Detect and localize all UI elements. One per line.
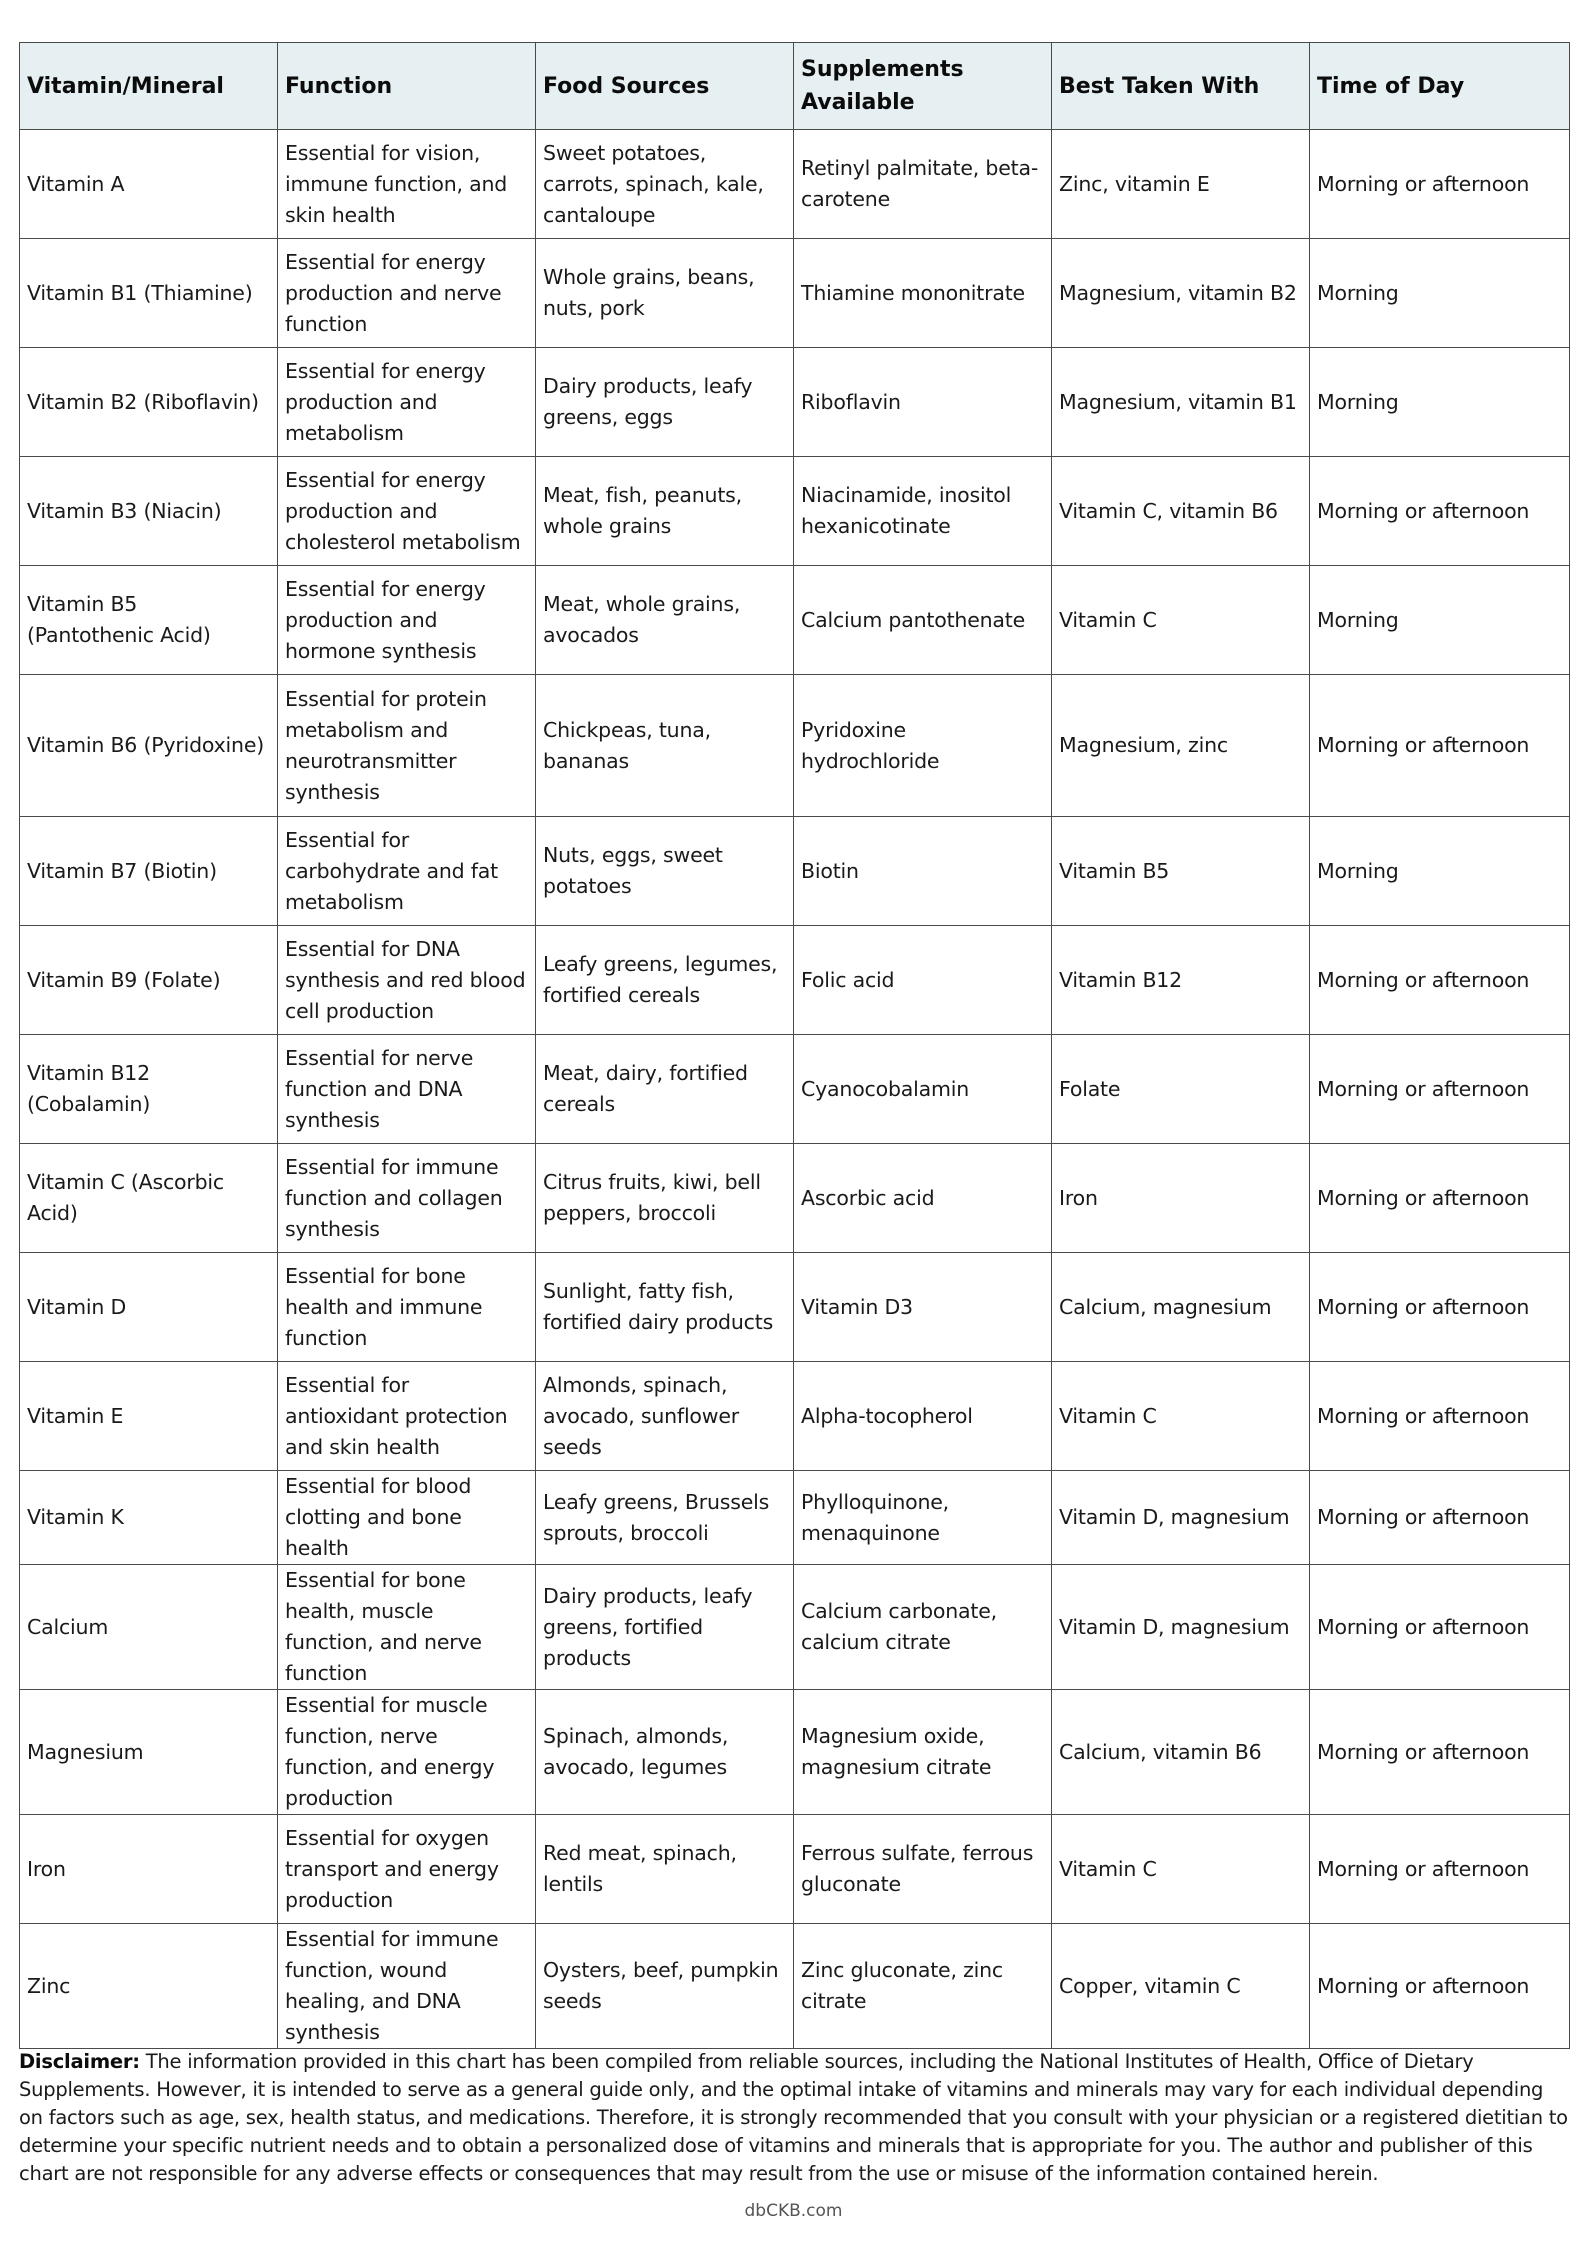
vitamin-mineral-cell: Vitamin C (Ascorbic Acid) bbox=[20, 1144, 278, 1253]
food-sources-cell: Dairy products, leafy greens, eggs bbox=[536, 348, 794, 457]
function-cell: Essential for DNA synthesis and red blood cell production bbox=[278, 926, 536, 1035]
function-cell: Essential for energy production and hormone synthesis bbox=[278, 566, 536, 675]
supplements-cell: Niacinamide, inositol hexanicotinate bbox=[794, 457, 1052, 566]
time-of-day-cell: Morning bbox=[1310, 348, 1570, 457]
time-of-day-cell: Morning or afternoon bbox=[1310, 1144, 1570, 1253]
vitamin-mineral-cell: Vitamin B9 (Folate) bbox=[20, 926, 278, 1035]
time-of-day-cell: Morning or afternoon bbox=[1310, 1471, 1570, 1565]
best-taken-with-cell: Calcium, vitamin B6 bbox=[1052, 1690, 1310, 1815]
time-of-day-cell: Morning or afternoon bbox=[1310, 1924, 1570, 2049]
table-row bbox=[20, 1690, 1570, 1815]
best-taken-with-cell: Folate bbox=[1052, 1035, 1310, 1144]
best-taken-with-cell: Vitamin C bbox=[1052, 1815, 1310, 1924]
column-header-function: Function bbox=[278, 43, 536, 130]
table-header-row bbox=[20, 43, 1570, 130]
food-sources-cell: Sunlight, fatty fish, fortified dairy products bbox=[536, 1253, 794, 1362]
supplements-cell: Retinyl palmitate, beta-carotene bbox=[794, 130, 1052, 239]
table-row bbox=[20, 566, 1570, 675]
time-of-day-cell: Morning or afternoon bbox=[1310, 675, 1570, 817]
column-header-food-sources: Food Sources bbox=[536, 43, 794, 130]
supplements-cell: Biotin bbox=[794, 817, 1052, 926]
supplements-cell: Riboflavin bbox=[794, 348, 1052, 457]
food-sources-cell: Meat, dairy, fortified cereals bbox=[536, 1035, 794, 1144]
table-row bbox=[20, 1815, 1570, 1924]
function-cell: Essential for immune function, wound healing, and DNA synthesis bbox=[278, 1924, 536, 2049]
vitamin-mineral-cell: Vitamin E bbox=[20, 1362, 278, 1471]
function-cell: Essential for carbohydrate and fat metabolism bbox=[278, 817, 536, 926]
best-taken-with-cell: Magnesium, vitamin B1 bbox=[1052, 348, 1310, 457]
function-cell: Essential for protein metabolism and neurotransmitter synthesis bbox=[278, 675, 536, 817]
supplements-cell: Thiamine mononitrate bbox=[794, 239, 1052, 348]
function-cell: Essential for energy production and nerve function bbox=[278, 239, 536, 348]
table-body bbox=[20, 130, 1570, 2049]
vitamin-mineral-cell: Vitamin B5 (Pantothenic Acid) bbox=[20, 566, 278, 675]
vitamin-mineral-cell: Vitamin B7 (Biotin) bbox=[20, 817, 278, 926]
table-row bbox=[20, 1565, 1570, 1690]
vitamin-mineral-cell: Vitamin B12 (Cobalamin) bbox=[20, 1035, 278, 1144]
table-row bbox=[20, 926, 1570, 1035]
best-taken-with-cell: Iron bbox=[1052, 1144, 1310, 1253]
best-taken-with-cell: Vitamin D, magnesium bbox=[1052, 1565, 1310, 1690]
supplements-cell: Alpha-tocopherol bbox=[794, 1362, 1052, 1471]
best-taken-with-cell: Vitamin B5 bbox=[1052, 817, 1310, 926]
function-cell: Essential for vision, immune function, and skin health bbox=[278, 130, 536, 239]
food-sources-cell: Whole grains, beans, nuts, pork bbox=[536, 239, 794, 348]
food-sources-cell: Red meat, spinach, lentils bbox=[536, 1815, 794, 1924]
table-row bbox=[20, 1362, 1570, 1471]
supplements-cell: Calcium pantothenate bbox=[794, 566, 1052, 675]
supplements-cell: Magnesium oxide, magnesium citrate bbox=[794, 1690, 1052, 1815]
vitamin-mineral-cell: Vitamin B1 (Thiamine) bbox=[20, 239, 278, 348]
table-row bbox=[20, 1924, 1570, 2049]
time-of-day-cell: Morning or afternoon bbox=[1310, 1253, 1570, 1362]
time-of-day-cell: Morning bbox=[1310, 566, 1570, 675]
food-sources-cell: Leafy greens, legumes, fortified cereals bbox=[536, 926, 794, 1035]
table-row bbox=[20, 130, 1570, 239]
food-sources-cell: Chickpeas, tuna, bananas bbox=[536, 675, 794, 817]
table-row bbox=[20, 1253, 1570, 1362]
food-sources-cell: Sweet potatoes, carrots, spinach, kale, cantaloupe bbox=[536, 130, 794, 239]
food-sources-cell: Dairy products, leafy greens, fortified products bbox=[536, 1565, 794, 1690]
food-sources-cell: Citrus fruits, kiwi, bell peppers, broccoli bbox=[536, 1144, 794, 1253]
function-cell: Essential for energy production and metabolism bbox=[278, 348, 536, 457]
vitamin-mineral-cell: Vitamin B3 (Niacin) bbox=[20, 457, 278, 566]
best-taken-with-cell: Vitamin D, magnesium bbox=[1052, 1471, 1310, 1565]
function-cell: Essential for blood clotting and bone health bbox=[278, 1471, 536, 1565]
column-header-best-taken-with: Best Taken With bbox=[1052, 43, 1310, 130]
table-row bbox=[20, 239, 1570, 348]
best-taken-with-cell: Magnesium, zinc bbox=[1052, 675, 1310, 817]
best-taken-with-cell: Vitamin C, vitamin B6 bbox=[1052, 457, 1310, 566]
best-taken-with-cell: Vitamin B12 bbox=[1052, 926, 1310, 1035]
disclaimer-text: The information provided in this chart has been compiled from reliable sources, including the National Institutes of Health, Office of Dietary Supplements. However, it is intended to serve as a general guide only, and the optimal intake of vitamins and minerals may vary for each individual depending on factors such as age, sex, health status, and medications. Therefore, it is strongly recommended that you consult with your physician or a registered dietitian to determine your specific nutrient needs and to obtain a personalized dose of vitamins and minerals that is appropriate for you. The author and publisher of this chart are not responsible for any adverse effects or consequences that may result from the use or misuse of the information contained herein. bbox=[19, 2049, 1568, 2185]
function-cell: Essential for oxygen transport and energy production bbox=[278, 1815, 536, 1924]
supplements-cell: Ferrous sulfate, ferrous gluconate bbox=[794, 1815, 1052, 1924]
table-row bbox=[20, 1035, 1570, 1144]
time-of-day-cell: Morning or afternoon bbox=[1310, 1690, 1570, 1815]
time-of-day-cell: Morning bbox=[1310, 239, 1570, 348]
supplements-cell: Zinc gluconate, zinc citrate bbox=[794, 1924, 1052, 2049]
vitamin-mineral-cell: Vitamin D bbox=[20, 1253, 278, 1362]
disclaimer-label: Disclaimer: bbox=[19, 2049, 140, 2073]
supplements-cell: Pyridoxine hydrochloride bbox=[794, 675, 1052, 817]
function-cell: Essential for bone health and immune function bbox=[278, 1253, 536, 1362]
time-of-day-cell: Morning or afternoon bbox=[1310, 926, 1570, 1035]
time-of-day-cell: Morning bbox=[1310, 817, 1570, 926]
supplements-cell: Ascorbic acid bbox=[794, 1144, 1052, 1253]
food-sources-cell: Leafy greens, Brussels sprouts, broccoli bbox=[536, 1471, 794, 1565]
time-of-day-cell: Morning or afternoon bbox=[1310, 1565, 1570, 1690]
food-sources-cell: Spinach, almonds, avocado, legumes bbox=[536, 1690, 794, 1815]
vitamin-mineral-cell: Vitamin B2 (Riboflavin) bbox=[20, 348, 278, 457]
best-taken-with-cell: Vitamin C bbox=[1052, 566, 1310, 675]
table-row bbox=[20, 348, 1570, 457]
table-row bbox=[20, 1471, 1570, 1565]
food-sources-cell: Meat, whole grains, avocados bbox=[536, 566, 794, 675]
disclaimer-paragraph bbox=[19, 2048, 1569, 2188]
column-header-vitamin-mineral: Vitamin/Mineral bbox=[20, 43, 278, 130]
best-taken-with-cell: Copper, vitamin C bbox=[1052, 1924, 1310, 2049]
time-of-day-cell: Morning or afternoon bbox=[1310, 1815, 1570, 1924]
function-cell: Essential for nerve function and DNA synthesis bbox=[278, 1035, 536, 1144]
best-taken-with-cell: Zinc, vitamin E bbox=[1052, 130, 1310, 239]
column-header-supplements-available: Supplements Available bbox=[794, 43, 1052, 130]
function-cell: Essential for muscle function, nerve function, and energy production bbox=[278, 1690, 536, 1815]
time-of-day-cell: Morning or afternoon bbox=[1310, 457, 1570, 566]
supplements-cell: Phylloquinone, menaquinone bbox=[794, 1471, 1052, 1565]
food-sources-cell: Oysters, beef, pumpkin seeds bbox=[536, 1924, 794, 2049]
vitamin-mineral-cell: Vitamin A bbox=[20, 130, 278, 239]
supplements-cell: Cyanocobalamin bbox=[794, 1035, 1052, 1144]
footer-source: dbCKB.com bbox=[744, 2201, 843, 2221]
vitamin-mineral-cell: Zinc bbox=[20, 1924, 278, 2049]
food-sources-cell: Meat, fish, peanuts, whole grains bbox=[536, 457, 794, 566]
table-row bbox=[20, 1144, 1570, 1253]
food-sources-cell: Almonds, spinach, avocado, sunflower seeds bbox=[536, 1362, 794, 1471]
best-taken-with-cell: Calcium, magnesium bbox=[1052, 1253, 1310, 1362]
vitamin-mineral-cell: Vitamin K bbox=[20, 1471, 278, 1565]
function-cell: Essential for energy production and cholesterol metabolism bbox=[278, 457, 536, 566]
table-row bbox=[20, 817, 1570, 926]
time-of-day-cell: Morning or afternoon bbox=[1310, 1035, 1570, 1144]
supplements-cell: Vitamin D3 bbox=[794, 1253, 1052, 1362]
supplements-cell: Folic acid bbox=[794, 926, 1052, 1035]
function-cell: Essential for antioxidant protection and skin health bbox=[278, 1362, 536, 1471]
vitamin-mineral-cell: Calcium bbox=[20, 1565, 278, 1690]
food-sources-cell: Nuts, eggs, sweet potatoes bbox=[536, 817, 794, 926]
function-cell: Essential for bone health, muscle function, and nerve function bbox=[278, 1565, 536, 1690]
supplements-cell: Calcium carbonate, calcium citrate bbox=[794, 1565, 1052, 1690]
vitamin-mineral-table bbox=[19, 42, 1570, 2049]
time-of-day-cell: Morning or afternoon bbox=[1310, 1362, 1570, 1471]
table-row bbox=[20, 675, 1570, 817]
table-row bbox=[20, 457, 1570, 566]
best-taken-with-cell: Vitamin C bbox=[1052, 1362, 1310, 1471]
vitamin-mineral-cell: Vitamin B6 (Pyridoxine) bbox=[20, 675, 278, 817]
best-taken-with-cell: Magnesium, vitamin B2 bbox=[1052, 239, 1310, 348]
vitamin-mineral-cell: Iron bbox=[20, 1815, 278, 1924]
function-cell: Essential for immune function and collagen synthesis bbox=[278, 1144, 536, 1253]
vitamin-mineral-cell: Magnesium bbox=[20, 1690, 278, 1815]
time-of-day-cell: Morning or afternoon bbox=[1310, 130, 1570, 239]
column-header-time-of-day: Time of Day bbox=[1310, 43, 1570, 130]
